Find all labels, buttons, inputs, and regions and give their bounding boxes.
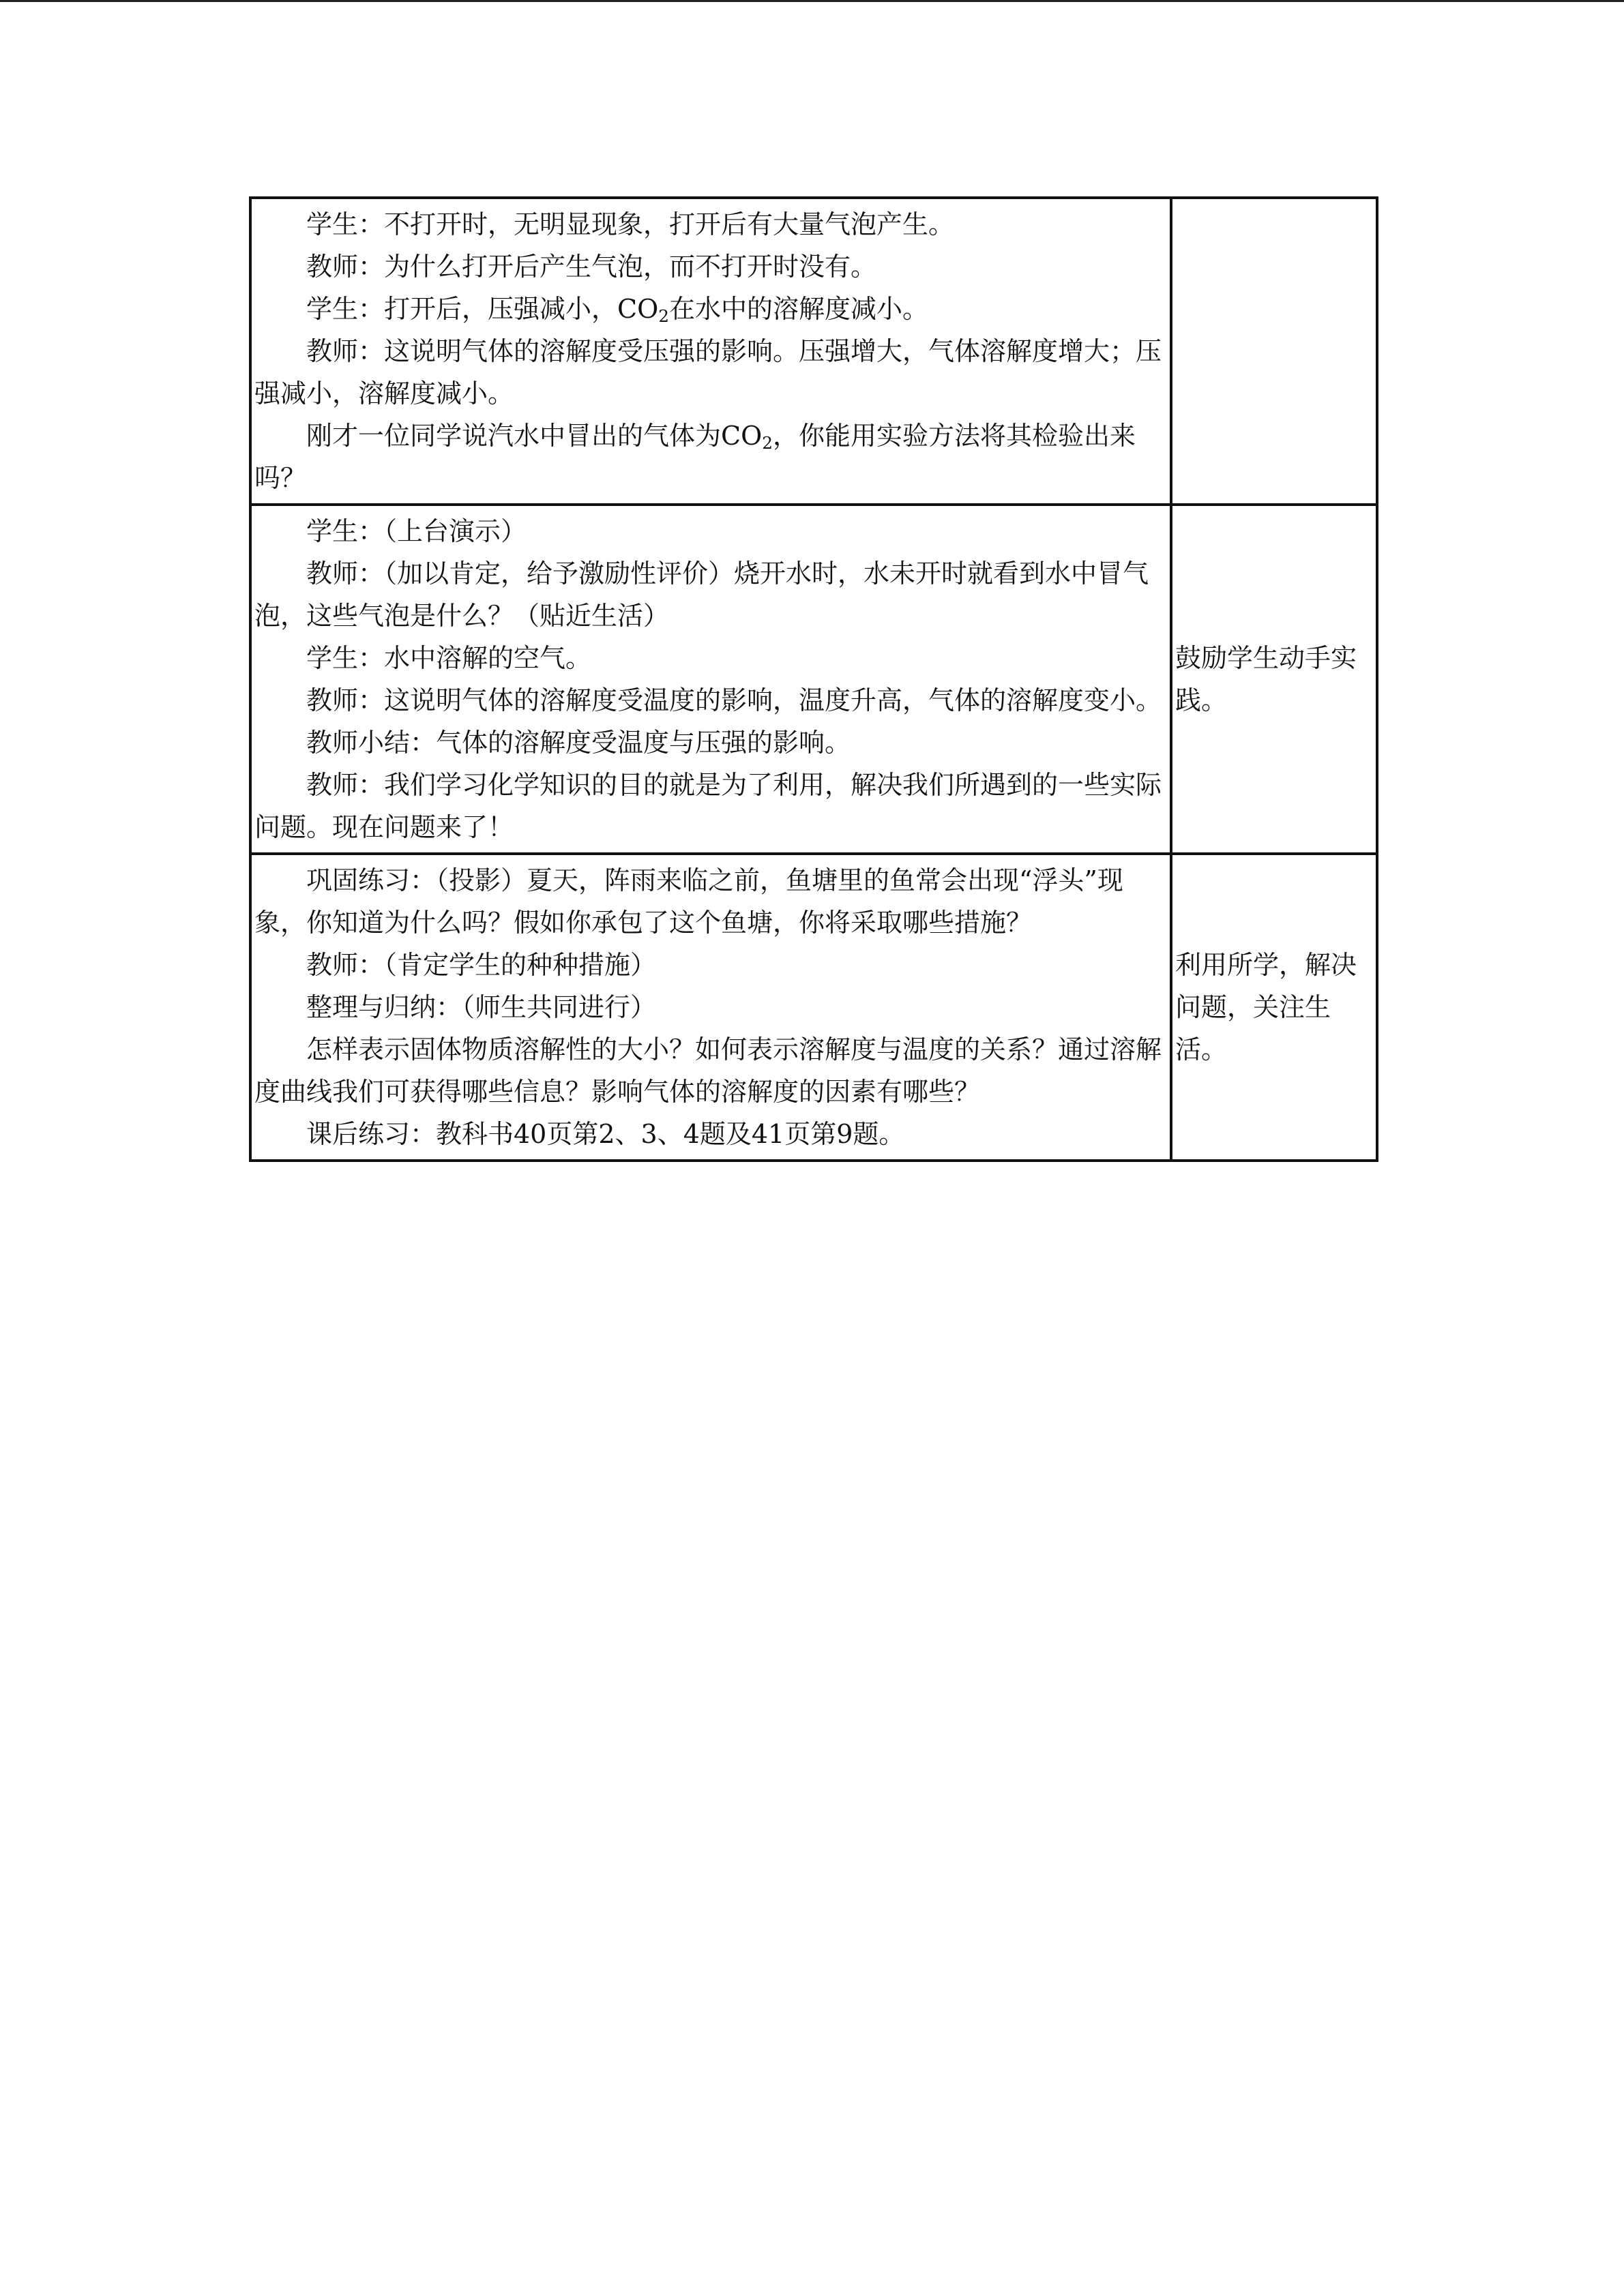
lesson-paragraph: 教师：这说明气体的溶解度受温度的影响，温度升高，气体的溶解度变小。 <box>306 685 1162 715</box>
lesson-paragraph: 教师：（加以肯定，给予激励性评价）烧开水时，水未开时就看到水中冒气泡，这些气泡是什么？（贴近生活） <box>254 558 1149 631</box>
page-top-border <box>0 0 1624 2</box>
lesson-paragraph <box>254 288 1166 330</box>
text-segment: 在水中的溶解度减小。 <box>668 294 928 324</box>
text-segment: 刚才一位同学说汽水中冒出的气体为CO <box>306 421 763 451</box>
subscript: 2 <box>762 433 773 453</box>
lesson-paragraph: 学生：（上台演示） <box>306 516 527 546</box>
lesson-paragraph <box>254 415 1166 499</box>
design-note: 鼓励学生动手实践。 <box>1175 643 1357 715</box>
table-row <box>250 505 1377 854</box>
design-note-cell <box>1171 854 1377 1161</box>
lesson-paragraph: 教师：（肯定学生的种种措施） <box>306 950 657 980</box>
lesson-paragraph: 怎样表示固体物质溶解性的大小？如何表示溶解度与温度的关系？通过溶解度曲线我们可获得哪些信息？影响气体的溶解度的因素有哪些？ <box>254 1034 1162 1107</box>
subscript: 2 <box>658 306 669 327</box>
lesson-paragraph: 教师：我们学习化学知识的目的就是为了利用，解决我们所遇到的一些实际问题。现在问题来了！ <box>254 770 1162 842</box>
lesson-content-cell <box>250 854 1171 1161</box>
lesson-paragraph: 教师：为什么打开后产生气泡，而不打开时没有。 <box>306 252 877 282</box>
text-segment: ，你能用实验方法将其检验出来吗？ <box>254 421 1136 493</box>
lesson-paragraph: 学生：不打开时，无明显现象，打开后有大量气泡产生。 <box>306 209 955 239</box>
design-note: 利用所学，解决问题，关注生活。 <box>1175 950 1357 1064</box>
text-segment: 学生：打开后，压强减小，CO <box>306 294 659 324</box>
lesson-paragraph: 学生：水中溶解的空气。 <box>306 643 592 673</box>
design-note-cell <box>1171 505 1377 854</box>
table-row <box>250 854 1377 1161</box>
lesson-paragraph: 课后练习：教科书40页第2、3、4题及41页第9题。 <box>306 1119 905 1149</box>
design-note-cell <box>1171 198 1377 505</box>
lesson-paragraph: 教师：这说明气体的溶解度受压强的影响。压强增大，气体溶解度增大；压强减小，溶解度减小。 <box>254 336 1162 408</box>
lesson-content-cell <box>250 198 1171 505</box>
lesson-paragraph: 教师小结：气体的溶解度受温度与压强的影响。 <box>306 728 851 758</box>
lesson-paragraph: 整理与归纳：（师生共同进行） <box>306 992 657 1022</box>
lesson-plan-table <box>249 196 1378 1162</box>
table-row <box>250 198 1377 505</box>
lesson-paragraph: 巩固练习：（投影）夏天，阵雨来临之前，鱼塘里的鱼常会出现“浮头”现象，你知道为什么吗？假如你承包了这个鱼塘，你将采取哪些措施？ <box>254 865 1123 938</box>
lesson-content-cell <box>250 505 1171 854</box>
